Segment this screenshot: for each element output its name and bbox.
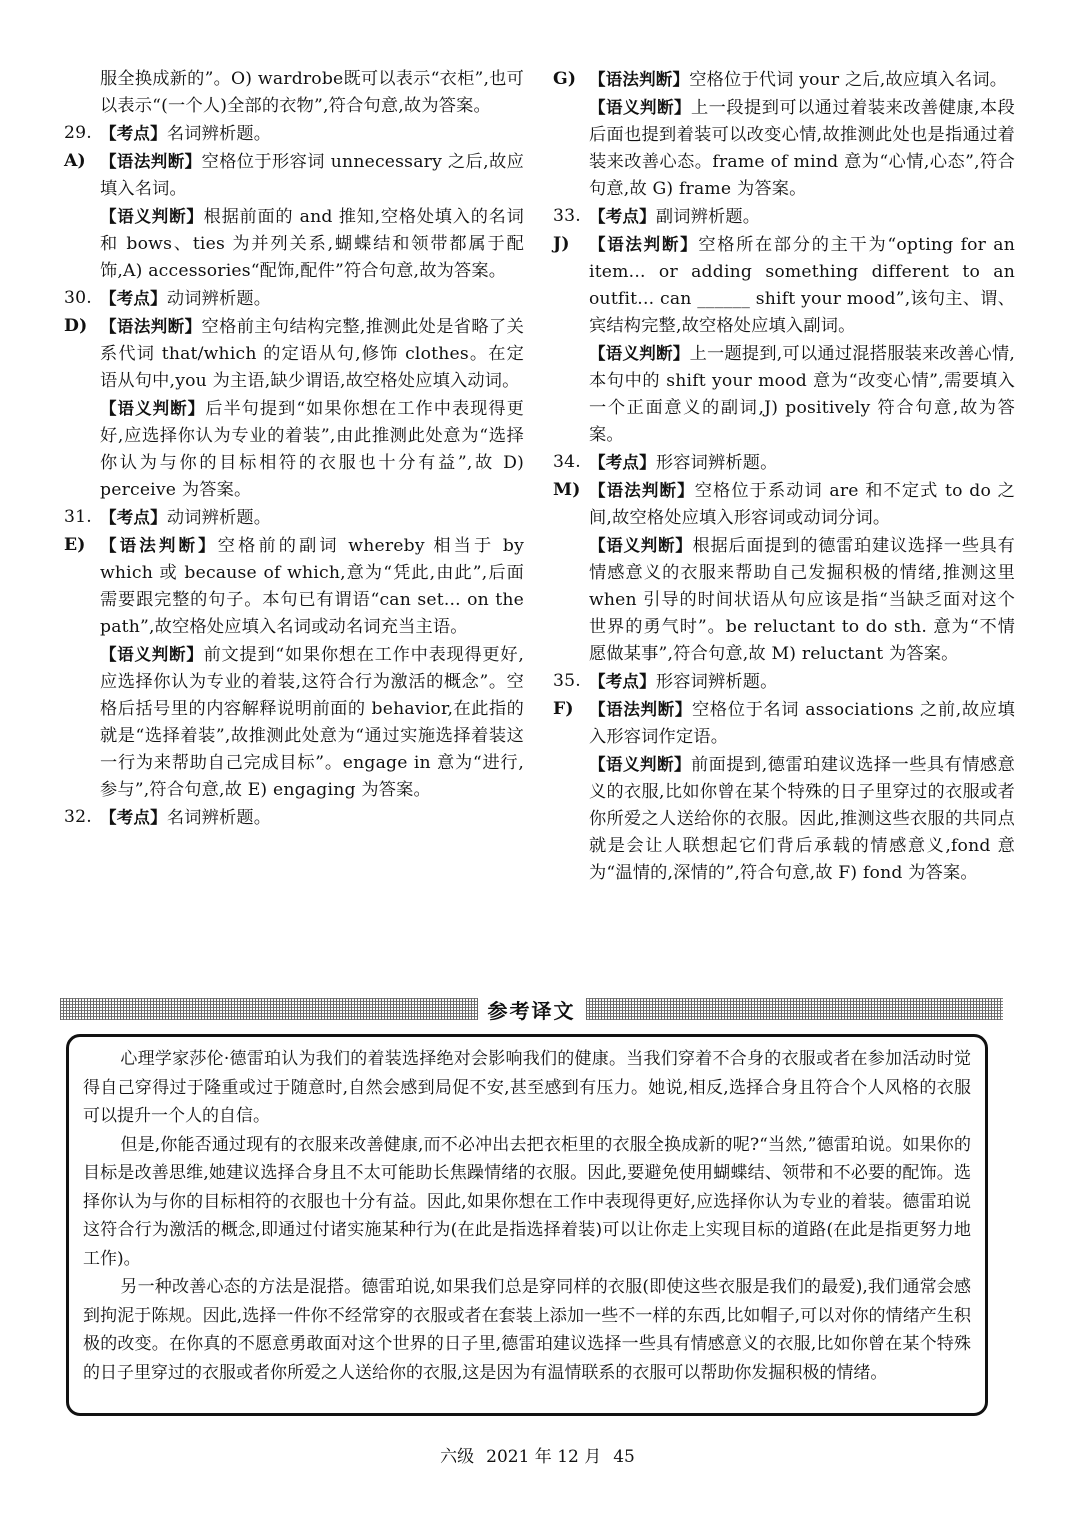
question-30-heading: 30. 【考点】动词辨析题。 bbox=[64, 288, 272, 309]
question-35-heading: 35. 【考点】形容词辨析题。 bbox=[553, 671, 778, 692]
question-34-heading: 34. 【考点】形容词辨析题。 bbox=[553, 452, 778, 473]
q33-semantic: 【语义判断】上一题提到,可以通过混搭服装来改善心情,本句中的 shift your mood 意为“改变心情”,需要填入一个正面意义的副词,J) positively 符合句意,故为答案。 bbox=[589, 344, 1015, 445]
q34-grammar: M) 【语法判断】空格位于系动词 are 和不定式 to do 之间,故空格处应填入形容词或动词分词。 bbox=[553, 480, 1016, 528]
left-column bbox=[64, 66, 524, 832]
question-31-heading: 31. 【考点】动词辨析题。 bbox=[64, 507, 272, 528]
section-title: 参考译文 bbox=[487, 998, 576, 1023]
footer-date: 2021 年 12 月 bbox=[486, 1447, 602, 1467]
q31-grammar: E) 【语法判断】空格前的副词 whereby 相当于 by which 或 because of which,意为“凭此,由此”,后面需要跟完整的句子。本句已有谓语“can set... on the path”,故空格处应填入名词或动名词充当主语。 bbox=[64, 535, 525, 637]
translation-paragraph-3: 另一种改善心态的方法是混搭。德雷珀说,如果我们总是穿同样的衣服(即使这些衣服是我们的最爱),我们通常会感到拘泥于陈规。因此,选择一件你不经常穿的衣服或者在套装上添加一些不一样的东西,比如帽子,可以对你的情绪产生积极的改变。在你真的不愿意勇敢面对这个世界的日子里,德雷珀建议选择一些具有情感意义的衣服,比如你曾在某个特殊的日子里穿过的衣服或者你所爱之人送给你的衣服,这是因为有温情联系的衣服可以帮助你发掘积极的情绪。 bbox=[83, 1277, 971, 1383]
footer-level: 六级 bbox=[440, 1447, 475, 1467]
question-32-heading: 32. 【考点】名词辨析题。 bbox=[64, 807, 272, 828]
q30-grammar: D) 【语法判断】空格前主句结构完整,推测此处是省略了关系代词 that/which 的定语从句,修饰 clothes。在定语从句中,you 为主语,缺少谓语,故空格处应填入动词。 bbox=[64, 316, 525, 391]
q34-semantic: 【语义判断】根据后面提到的德雷珀建议选择一些具有情感意义的衣服来帮助自己发掘积极的情绪,推测这里 when 引导的时间状语从句应该是指“当缺乏面对这个世界的勇气时”。be reluctant to do sth. 意为“不情愿做某事”,符合句意,故 M) reluctant 为答案。 bbox=[589, 536, 1015, 664]
right-column bbox=[553, 66, 1015, 887]
q32-grammar: G) 【语法判断】空格位于代词 your 之后,故应填入名词。 bbox=[553, 69, 1008, 90]
q32-semantic: 【语义判断】上一段提到可以通过着装来改善健康,本段后面也提到着装可以改变心情,故推测此处也是指通过着装来改善心态。frame of mind 意为“心情,心态”,符合句意,故 G) frame 为答案。 bbox=[589, 98, 1016, 199]
section-divider bbox=[60, 996, 1003, 1022]
q33-grammar: J) 【语法判断】空格所在部分的主干为“opting for an item... or adding something different to an outfit... can ______ shift your mood”,该句主、谓、宾结构完整,故空格处应填入副词。 bbox=[553, 234, 1015, 336]
translation-paragraph-1: 心理学家莎伦·德雷珀认为我们的着装选择绝对会影响我们的健康。当我们穿着不合身的衣服或者在参加活动时觉得自己穿得过于隆重或过于随意时,自然会感到局促不安,甚至感到有压力。她说,相反,选择合身且符合个人风格的衣服可以提升一个人的自信。 bbox=[83, 1049, 971, 1126]
translation-paragraph-2: 但是,你能否通过现有的衣服来改善健康,而不必冲出去把衣柜里的衣服全换成新的呢?“当然,”德雷珀说。如果你的目标是改善思维,她建议选择合身且不太可能助长焦躁情绪的衣服。因此,要避免使用蝴蝶结、领带和不必要的配饰。选择你认为与你的目标相符的衣服也十分有益。因此,如果你想在工作中表现得更好,应选择你认为专业的着装。德雷珀说这符合行为激活的概念,即通过付诸实施某种行为(在此是指选择着装)可以让你走上实现目标的道路(在此是指更努力地工作)。 bbox=[83, 1134, 971, 1269]
page-number: 45 bbox=[613, 1447, 635, 1467]
q29-semantic: 【语义判断】根据前面的 and 推知,空格处填入的名词和 bows、ties 为并列关系,蝴蝶结和领带都属于配饰,A) accessories“配饰,配件”符合句意,故为答案。 bbox=[100, 207, 524, 281]
q29-grammar: A) 【语法判断】空格位于形容词 unnecessary 之后,故应填入名词。 bbox=[64, 151, 524, 199]
q35-grammar: F) 【语法判断】空格位于名词 associations 之前,故应填入形容词作定语。 bbox=[553, 699, 1015, 747]
page-footer bbox=[0, 1442, 1075, 1467]
q35-semantic: 【语义判断】前面提到,德雷珀建议选择一些具有情感意义的衣服,比如你曾在某个特殊的日子里穿过的衣服或者你所爱之人送给你的衣服。因此,推测这些衣服的共同点就是会让人联想起它们背后承载的情感意义,fond 意为“温情的,深情的”,符合句意,故 F) fond 为答案。 bbox=[589, 755, 1016, 883]
q30-semantic: 【语义判断】后半句提到“如果你想在工作中表现得更好,应选择你认为专业的着装”,由此推测此处意为“选择你认为与你的目标相符的衣服也十分有益”,故 D) perceive 为答案。 bbox=[100, 399, 524, 500]
question-33-heading: 33. 【考点】副词辨析题。 bbox=[553, 206, 761, 227]
q31-semantic: 【语义判断】前文提到“如果你想在工作中表现得更好,应选择你认为专业的着装,这符合行为激活的概念”。空格后括号里的内容解释说明前面的 behavior,在此指的就是“选择着装”,故推测此处意为“通过实施选择着装这一行为来帮助自己完成目标”。engage in 意为“进行,参与”,符合句意,故 E) engaging 为答案。 bbox=[100, 645, 524, 800]
translation-box bbox=[66, 1034, 988, 1416]
continuation-text: 服全换成新的”。O) wardrobe既可以表示“衣柜”,也可以表示“(一个人)全部的衣物”,符合句意,故为答案。 bbox=[100, 69, 524, 116]
question-29-heading: 29. 【考点】名词辨析题。 bbox=[64, 123, 272, 144]
divider-hatch-right bbox=[586, 998, 1004, 1020]
divider-hatch-left bbox=[60, 998, 478, 1020]
